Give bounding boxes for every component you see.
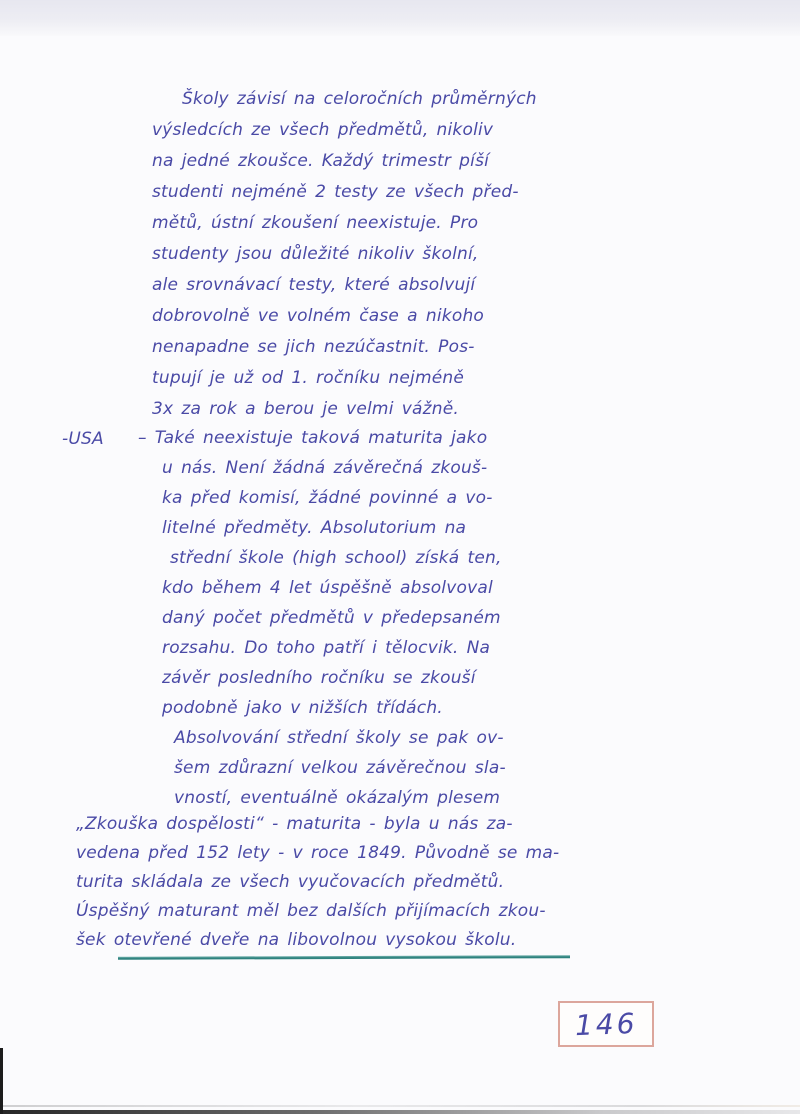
handwritten-line: Absolvování střední školy se pak ov- bbox=[174, 728, 504, 748]
scan-edge-top bbox=[0, 0, 800, 36]
handwritten-line: Školy závisí na celoročních průměrných bbox=[182, 89, 537, 109]
handwritten-line: turita skládala ze všech vyučovacích předmětů. bbox=[76, 872, 505, 892]
handwritten-line: ale srovnávací testy, které absolvují bbox=[152, 275, 476, 295]
handwritten-line: – Také neexistuje taková maturita jako bbox=[138, 428, 488, 448]
handwritten-line: „Zkouška dospělosti“ - maturita - byla u nás za- bbox=[76, 814, 513, 834]
handwritten-line: daný počet předmětů v předepsaném bbox=[162, 608, 501, 628]
handwritten-line: výsledcích ze všech předmětů, nikoliv bbox=[152, 120, 494, 140]
handwritten-line: šem zdůrazní velkou závěrečnou sla- bbox=[174, 758, 506, 778]
handwritten-line: závěr posledního ročníku se zkouší bbox=[162, 668, 476, 688]
handwritten-line: dobrovolně ve volném čase a nikoho bbox=[152, 306, 485, 326]
scan-edge-left-sliver bbox=[0, 1048, 3, 1114]
handwritten-line: litelné předměty. Absolutorium na bbox=[162, 518, 467, 538]
handwritten-line: na jedné zkoušce. Každý trimestr píší bbox=[152, 151, 490, 171]
paragraph-3 bbox=[76, 810, 559, 955]
scan-edge-bottom-band bbox=[0, 1110, 800, 1114]
handwritten-line: rozsahu. Do toho patří i tělocvik. Na bbox=[162, 638, 491, 658]
handwritten-line: podobně jako v nižších třídách. bbox=[162, 698, 443, 718]
margin-note-usa: -USA bbox=[62, 429, 104, 449]
page-number-box bbox=[558, 1001, 654, 1047]
handwritten-line: nenapadne se jich nezúčastnit. Pos- bbox=[152, 337, 475, 357]
scan-edge-bottom-line bbox=[0, 1105, 800, 1107]
handwritten-line: studenty jsou důležité nikoliv školní, bbox=[152, 244, 479, 264]
underline-divider bbox=[118, 955, 570, 960]
handwritten-line: u nás. Není žádná závěrečná zkouš- bbox=[162, 458, 488, 478]
handwritten-line: kdo během 4 let úspěšně absolvoval bbox=[162, 578, 493, 598]
handwritten-line: střední škole (high school) získá ten, bbox=[170, 548, 502, 568]
paragraph-1 bbox=[152, 84, 537, 425]
handwritten-line: studenti nejméně 2 testy ze všech před- bbox=[152, 182, 519, 202]
handwritten-line: tupují je už od 1. ročníku nejméně bbox=[152, 368, 465, 388]
handwritten-line: vností, eventuálně okázalým plesem bbox=[174, 788, 501, 808]
handwritten-line: mětů, ústní zkoušení neexistuje. Pro bbox=[152, 213, 479, 233]
handwritten-line: šek otevřené dveře na libovolnou vysokou školu. bbox=[76, 930, 517, 950]
handwritten-line: vedena před 152 lety - v roce 1849. Původně se ma- bbox=[76, 843, 560, 863]
handwritten-line: ka před komisí, žádné povinné a vo- bbox=[162, 488, 493, 508]
paragraph-2 bbox=[138, 423, 506, 813]
page-number: 146 bbox=[574, 1006, 638, 1042]
handwritten-line: 3x za rok a berou je velmi vážně. bbox=[152, 399, 459, 419]
handwritten-line: Úspěšný maturant měl bez dalších přijímacích zkou- bbox=[76, 901, 546, 921]
